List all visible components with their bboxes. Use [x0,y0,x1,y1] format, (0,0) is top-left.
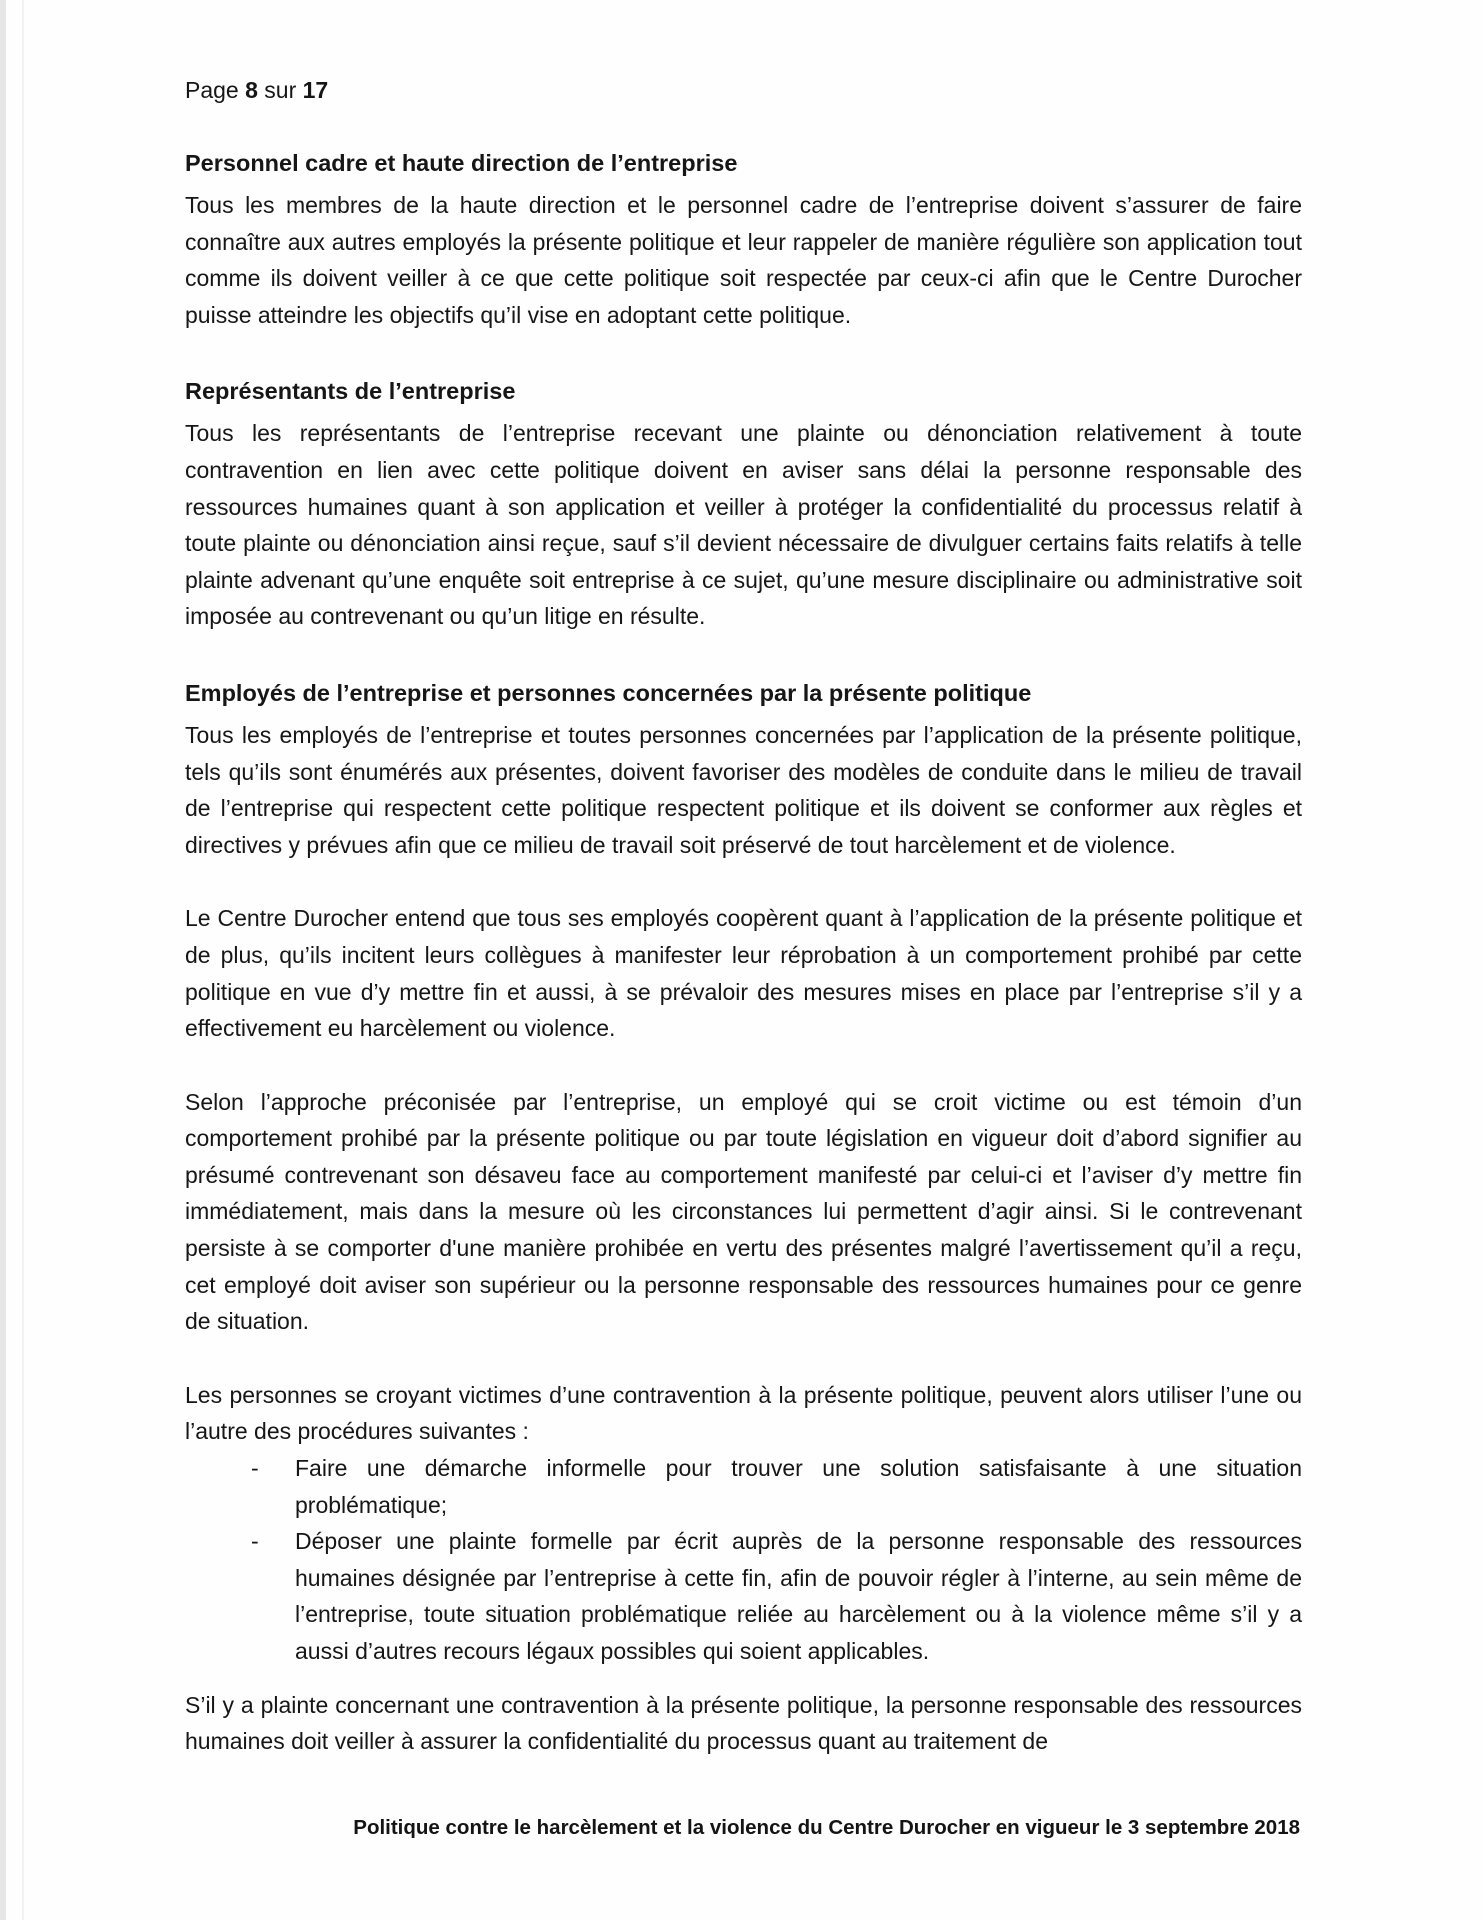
dash-bullet: - [251,1455,259,1482]
section-heading-personnel-cadre: Personnel cadre et haute direction de l’entreprise [185,150,738,176]
page-label-prefix: Page [185,77,239,103]
section-heading-employes: Employés de l’entreprise et personnes concernées par la présente politique [185,679,1032,706]
list-item-text: Déposer une plainte formelle par écrit auprès de la personne responsable des ressources humaines désignée par l’entreprise à cette fin, afin de pouvoir régler à l’interne, au sein même de l’entreprise, toute situation problématique reliée au harcèlement ou à la violence même s’il y a aussi d’autres recours légaux possibles qui soient applicables. [295,1528,1302,1664]
list-item [185,1523,1302,1669]
list-item [185,1450,1302,1523]
page-footer: Politique contre le harcèlement et la violence du Centre Durocher en vigueur le 3 septembre 2018 [353,1816,1300,1839]
section-heading-representants: Représentants de l’entreprise [185,378,516,405]
document-content [185,75,1302,1797]
scan-edge-artifact [0,0,6,1920]
scan-line-artifact [22,0,24,1920]
page-number-total: 17 [302,77,329,103]
list-item-text: Faire une démarche informelle pour trouver une solution satisfaisante à une situation problématique; [295,1455,1302,1518]
page-number-current: 8 [245,77,258,103]
paragraph: Tous les représentants de l’entreprise recevant une plainte ou dénonciation relativement à toute contravention en lien avec cette politique doivent en aviser sans délai la personne responsable des ressources humaines quant à son application et veiller à protéger la confidentialité du processus relatif à toute plainte ou dénonciation ainsi reçue, sauf s’il devient nécessaire de divulguer certains faits relatifs à telle plainte advenant qu’une enquête soit entreprise à ce sujet, qu’une mesure disciplinaire ou administrative soit imposée au contrevenant ou qu’un litige en résulte. [185,420,1302,630]
paragraph: Le Centre Durocher entend que tous ses employés coopèrent quant à l’application de la présente politique et de plus, qu’ils incitent leurs collègues à manifester leur réprobation à un comportement prohibé par cette politique en vue d’y mettre fin et aussi, à se prévaloir des mesures mises en place par l’entreprise s’il y a effectivement eu harcèlement ou violence. [185,905,1302,1042]
page-number [185,75,1302,105]
dash-bullet: - [251,1528,259,1555]
paragraph: S’il y a plainte concernant une contravention à la présente politique, la personne responsable des ressources humaines doit veiller à assurer la confidentialité du processus quant au traitement de [185,1691,1302,1755]
paragraph: Les personnes se croyant victimes d’une contravention à la présente politique, peuvent alors utiliser l’une ou l’autre des procédures suivantes : [185,1381,1302,1445]
page-label-separator: sur [264,77,297,103]
paragraph: Tous les membres de la haute direction et le personnel cadre de l’entreprise doivent s’assurer de faire connaître aux autres employés la présente politique et leur rappeler de manière régulière son application tout comme ils doivent veiller à ce que cette politique soit respectée par ceux-ci afin que le Centre Durocher puisse atteindre les objectifs qu’il vise en adoptant cette politique. [185,192,1302,328]
procedures-list [185,1450,1302,1670]
paragraph: Selon l’approche préconisée par l’entreprise, un employé qui se croit victime ou est témoin d’un comportement prohibé par la présente politique ou par toute législation en vigueur doit d’abord signifier au présumé contrevenant son désaveu face au comportement manifesté par celui-ci et l’aviser d’y mettre fin immédiatement, mais dans la mesure où les circonstances lui permettent d’agir ainsi. Si le contrevenant persiste à se comporter d'une manière prohibée en vertu des présentes malgré l’avertissement qu’il a reçu, cet employé doit aviser son supérieur ou la personne responsable des ressources humaines pour ce genre de situation. [185,1088,1302,1335]
paragraph: Tous les employés de l’entreprise et toutes personnes concernées par l’application de la présente politique, tels qu’ils sont énumérés aux présentes, doivent favoriser des modèles de conduite dans le milieu de travail de l’entreprise qui respectent cette politique respectent politique et ils doivent se conformer aux règles et directives y prévues afin que ce milieu de travail soit préservé de tout harcèlement et de violence. [185,721,1302,858]
